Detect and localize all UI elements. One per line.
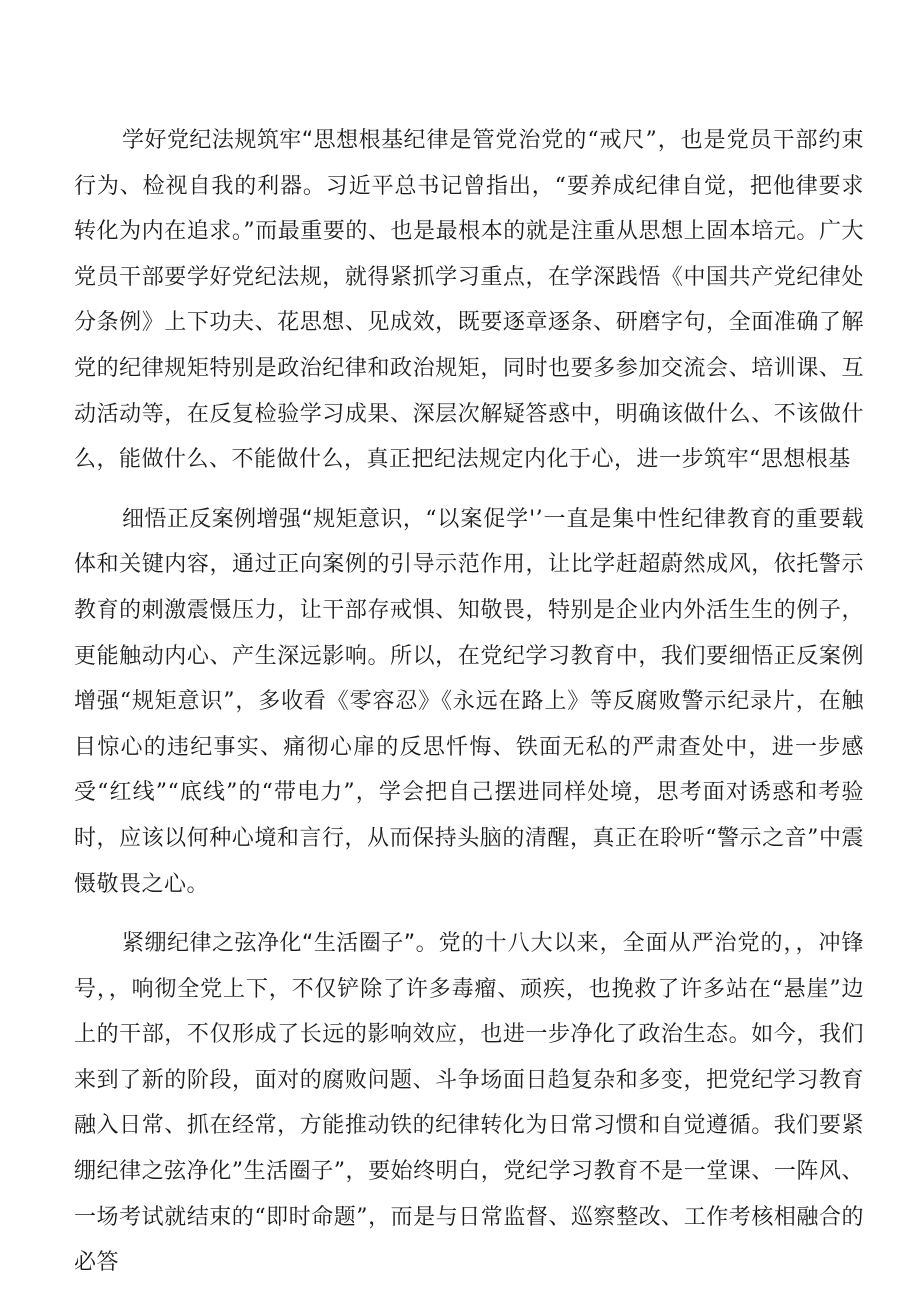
paragraph-heading: 紧绷纪律之弦净化“生活圈子” bbox=[122, 931, 416, 957]
paragraph-text: 纪律是管党治党的“戒尺”，也是党员干部约束行为、检视自我的利器。习近平总书记曾指出，“要养成纪律自觉，把他律要求转化为内在追求。”而最重要的、也是最根本的就是注重从思想上固本培元。广大党员干部要学好党纪法规，就得紧抓学习重点，在学深践悟《中国共产党纪律处分条例》上下功夫、花思想、见成效，既要逐章逐条、研磨字句，全面准确了解党的纪律规矩特别是政治纪律和政治规矩，同时也要多参加交流会、培训课、互动活动等，在反复检验学习成果、深层次解疑答惑中，明确该做什么、不该做什么，能做什么、不能做什么，真正把纪法规定内化于心，进一步筑牢“思想根基 bbox=[74, 128, 864, 473]
paragraph-life-circle bbox=[74, 921, 864, 1286]
paragraph-rules-awareness bbox=[74, 497, 864, 907]
paragraph-text: 。党的十八大以来，全面从严治党的，，冲锋号，，响彻全党上下，不仅铲除了许多毒瘤、顽疾，也挽救了许多站在“悬崖”边上的干部，不仅形成了长远的影响效应，也进一步净化了政治生态。如今，我们来到了新的阶段，面对的腐败问题、斗争场面日趋复杂和多变，把党纪学习教育融入日常、抓在经常，方能推动铁的纪律转化为日常习惯和自觉遵循。我们要紧绷纪律之弦净化”生活圈子”，要始终明白，党纪学习教育不是一堂课、一阵风、一场考试就结束的“即时命题”，而是与日常监督、巡察整改、工作考核相融合的必答 bbox=[74, 931, 864, 1276]
paragraph-heading: 细悟正反案例增强“规矩意识， bbox=[122, 506, 426, 532]
document-body bbox=[74, 118, 864, 1286]
paragraph-heading: 学好党纪法规筑牢“思想根基 bbox=[122, 128, 404, 153]
paragraph-text: “以案促学'’一直是集中性纪律教育的重要载体和关键内容，通过正向案例的引导示范作用，让比学赶超蔚然成风，依托警示教育的刺激震慑压力，让干部存戒惧、知敬畏，特别是企业内外活生生的例子，更能触动内心、产生深远影响。所以，在党纪学习教育中，我们要细悟正反案例增强“规矩意识”，多收看《零容忍》《永远在路上》等反腐败警示纪录片，在触目惊心的违纪事实、痛彻心扉的反思忏悔、铁面无私的严肃查处中，进一步感受“红线”“底线”的“带电力”，学会把自己摆进同样处境，思考面对诱惑和考验时，应该以何种心境和言行，从而保持头脑的清醒，真正在聆听“警示之音”中震慑敬畏之心。 bbox=[74, 506, 864, 897]
paragraph-thought-foundation bbox=[74, 118, 864, 483]
